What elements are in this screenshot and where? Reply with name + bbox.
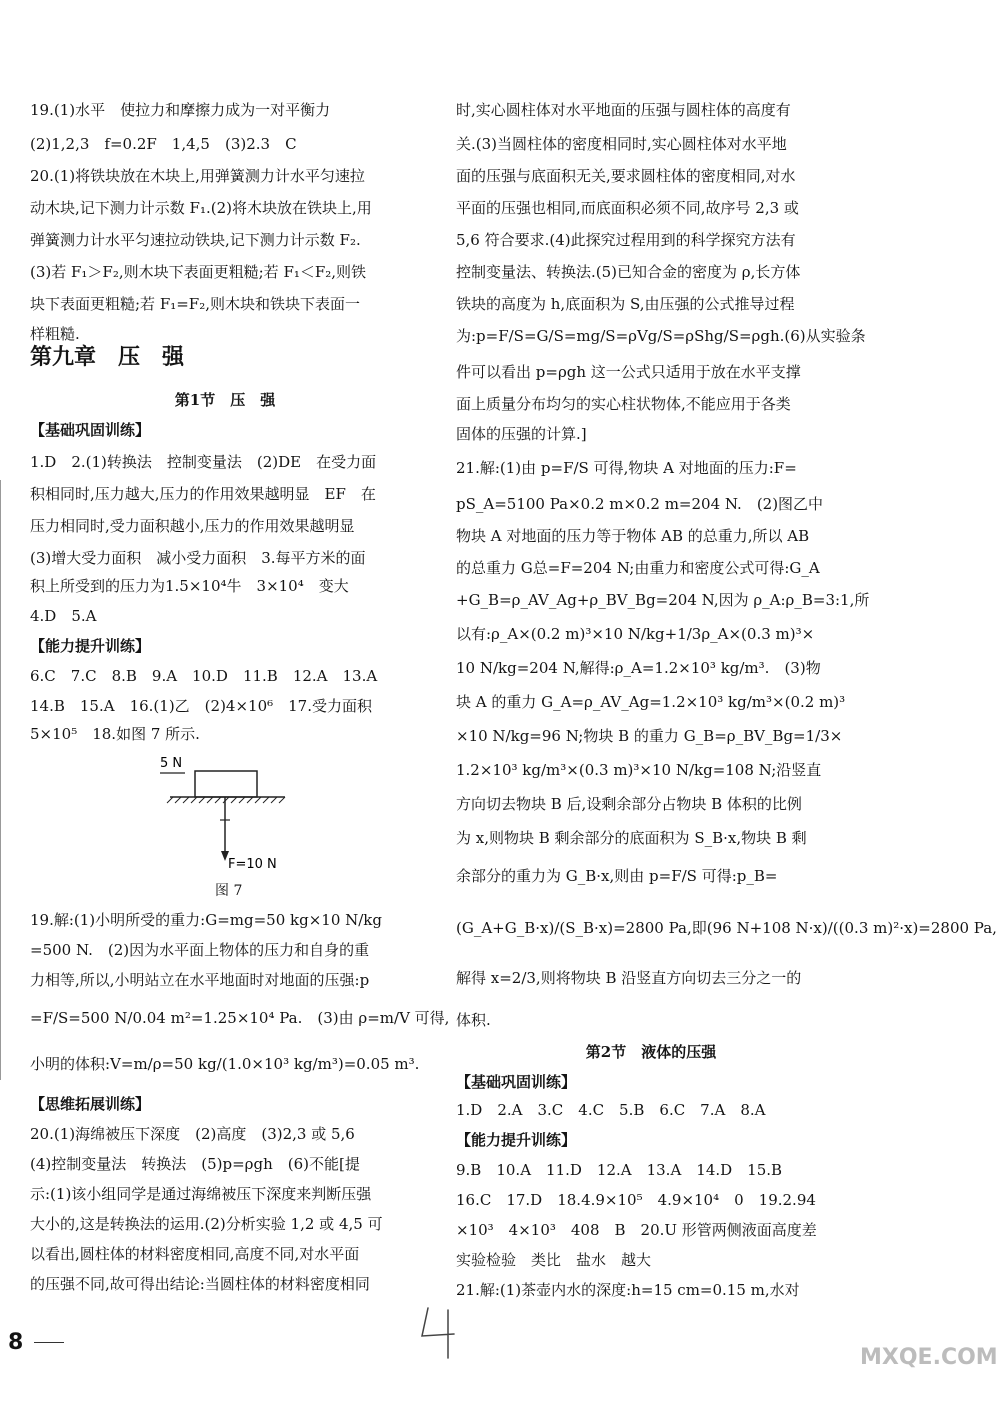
text-line: (3)增大受力面积 减小受力面积 3.每平方米的面 <box>30 549 366 567</box>
text-line: 以看出,圆柱体的材料密度相同,高度不同,对水平面 <box>30 1245 360 1263</box>
text-line: 为 x,则物块 B 剩余部分的底面积为 S_B·x,物块 B 剩 <box>456 829 807 847</box>
subsection-heading: 【能力提升训练】 <box>30 637 151 655</box>
watermark-logo: MXQE.COM <box>860 1345 998 1370</box>
text-line: 余部分的重力为 G_B·x,则由 p=F/S 可得:p_B= <box>456 867 778 885</box>
subsection-heading: 【能力提升训练】 <box>456 1131 577 1149</box>
text-line: 的总重力 G总=F=204 N;由重力和密度公式可得:G_A <box>456 559 820 577</box>
page-number-rule <box>34 1342 64 1343</box>
text-line: 积上所受到的压力为1.5×10⁴牛 3×10⁴ 变大 <box>30 577 349 595</box>
text-line: 件可以看出 p=ρgh 这一公式只适用于放在水平支撑 <box>456 363 801 381</box>
text-line: 21.解:(1)由 p=F/S 可得,物块 A 对地面的压力:F= <box>456 459 797 477</box>
text-line: 方向切去物块 B 后,设剩余部分占物块 B 体积的比例 <box>456 795 802 813</box>
text-line: 5,6 符合要求.(4)此探究过程用到的科学探究方法有 <box>456 231 796 249</box>
subsection-heading: 【思维拓展训练】 <box>30 1095 151 1113</box>
text-line: =F/S=500 N/0.04 m²=1.25×10⁴ Pa. (3)由 ρ=m/V 可得, <box>30 1009 450 1027</box>
force-diagram <box>160 755 315 895</box>
text-line: (4)控制变量法 转换法 (5)p=ρgh (6)不能[提 <box>30 1155 360 1173</box>
text-line: 面上质量分布均匀的实心柱状物体,不能应用于各类 <box>456 395 791 413</box>
text-line: =500 N. (2)因为水平面上物体的压力和自身的重 <box>30 941 370 959</box>
text-line: 力相等,所以,小明站立在水平地面时对地面的压强:p <box>30 971 370 989</box>
text-line: 以有:ρ_A×(0.2 m)³×10 N/kg+1/3ρ_A×(0.3 m)³× <box>456 625 815 643</box>
text-line: 体积. <box>456 1011 491 1029</box>
text-line: 9.B 10.A 11.D 12.A 13.A 14.D 15.B <box>456 1161 783 1179</box>
text-line: 示:(1)该小组同学是通过海绵被压下深度来判断压强 <box>30 1185 372 1203</box>
block <box>195 771 257 797</box>
text-line: 21.解:(1)茶壶内水的深度:h=15 cm=0.15 m,水对 <box>456 1281 800 1299</box>
text-line: 1.D 2.A 3.C 4.C 5.B 6.C 7.A 8.A <box>456 1101 766 1119</box>
text-line: 物块 A 对地面的压力等于物体 AB 的总重力,所以 AB <box>456 527 810 545</box>
ground-hatching <box>167 797 285 803</box>
text-line: 控制变量法、转换法.(5)已知合金的密度为 ρ,长方体 <box>456 263 801 281</box>
text-line: 解得 x=2/3,则将物块 B 沿竖直方向切去三分之一的 <box>456 969 802 987</box>
text-line: 大小的,这是转换法的运用.(2)分析实验 1,2 或 4,5 可 <box>30 1215 383 1233</box>
text-line: 小明的体积:V=m/ρ=50 kg/(1.0×10³ kg/m³)=0.05 m³. <box>30 1055 420 1073</box>
text-line: 5×10⁵ 18.如图 7 所示. <box>30 725 200 743</box>
text-line: 19.(1)水平 使拉力和摩擦力成为一对平衡力 <box>30 101 331 119</box>
text-line: 为:p=F/S=G/S=mg/S=ρVg/S=ρShg/S=ρgh.(6)从实验条 <box>456 327 866 345</box>
text-line: 平面的压强也相同,而底面积必须不同,故序号 2,3 或 <box>456 199 799 217</box>
text-line: 20.(1)将铁块放在木块上,用弹簧测力计水平匀速拉 <box>30 167 365 185</box>
force-scale-label: 5 N <box>160 756 183 771</box>
text-line: 动木块,记下测力计示数 F₁.(2)将木块放在铁块上,用 <box>30 199 372 217</box>
section-title: 第2节 液体的压强 <box>585 1043 717 1061</box>
text-line: 弹簧测力计水平匀速拉动铁块,记下测力计示数 F₂. <box>30 231 361 249</box>
text-line: 固体的压强的计算.] <box>456 425 587 443</box>
text-line: 6.C 7.C 8.B 9.A 10.D 11.B 12.A 13.A <box>30 667 378 685</box>
text-line: 铁块的高度为 h,底面积为 S,由压强的公式推导过程 <box>456 295 795 313</box>
text-line: (2)1,2,3 f=0.2F 1,4,5 (3)2.3 C <box>30 135 297 153</box>
figure-caption: 图 7 <box>215 883 243 899</box>
chapter-title: 第九章 压 强 <box>30 345 185 370</box>
text-line: ×10 N/kg=96 N;物块 B 的重力 G_B=ρ_BV_Bg=1/3× <box>456 727 843 745</box>
binding-edge <box>0 480 4 1080</box>
text-line: 14.B 15.A 16.(1)乙 (2)4×10⁶ 17.受力面积 <box>30 697 372 715</box>
handwritten-mark <box>420 1300 470 1360</box>
text-line: 积相同时,压力越大,压力的作用效果越明显 EF 在 <box>30 485 376 503</box>
subsection-heading: 【基础巩固训练】 <box>30 421 151 439</box>
text-line: (3)若 F₁＞F₂,则木块下表面更粗糙;若 F₁＜F₂,则铁 <box>30 263 367 281</box>
text-line: (G_A+G_B·x)/(S_B·x)=2800 Pa,即(96 N+108 N·x)/((0.3 m)²·x)=2800 Pa, <box>456 919 997 937</box>
text-line: 20.(1)海绵被压下深度 (2)高度 (3)2,3 或 5,6 <box>30 1125 355 1143</box>
text-line: 时,实心圆柱体对水平地面的压强与圆柱体的高度有 <box>456 101 791 119</box>
text-line: ×10³ 4×10³ 408 B 20.U 形管两侧液面高度差 <box>456 1221 817 1239</box>
text-line: 4.D 5.A <box>30 607 97 625</box>
text-line: 压力相同时,受力面积越小,压力的作用效果越明显 <box>30 517 355 535</box>
text-line: 关.(3)当圆柱体的密度相同时,实心圆柱体对水平地 <box>456 135 787 153</box>
text-line: 1.D 2.(1)转换法 控制变量法 (2)DE 在受力面 <box>30 453 377 471</box>
force-label: F=10 N <box>228 857 277 872</box>
text-line: 16.C 17.D 18.4.9×10⁵ 4.9×10⁴ 0 19.2.94 <box>456 1191 816 1209</box>
text-line: 块下表面更粗糙;若 F₁=F₂,则木块和铁块下表面一 <box>30 295 361 313</box>
text-line: 19.解:(1)小明所受的重力:G=mg=50 kg×10 N/kg <box>30 911 382 929</box>
text-line: 的压强不同,故可得出结论:当圆柱体的材料密度相同 <box>30 1275 370 1293</box>
text-line: pS_A=5100 Pa×0.2 m×0.2 m=204 N. (2)图乙中 <box>456 495 824 513</box>
page-number: 8 <box>8 1330 24 1355</box>
text-line: +G_B=ρ_AV_Ag+ρ_BV_Bg=204 N,因为 ρ_A:ρ_B=3:1,所 <box>456 591 870 609</box>
section-title: 第1节 压 强 <box>174 391 276 409</box>
text-line: 1.2×10³ kg/m³×(0.3 m)³×10 N/kg=108 N;沿竖直 <box>456 761 822 779</box>
text-line: 块 A 的重力 G_A=ρ_AV_Ag=1.2×10³ kg/m³×(0.2 m)³ <box>456 693 846 711</box>
text-line: 样粗糙. <box>30 325 80 343</box>
text-line: 面的压强与底面积无关,要求圆柱体的密度相同,对水 <box>456 167 796 185</box>
text-line: 实验检验 类比 盐水 越大 <box>456 1251 652 1269</box>
text-line: 10 N/kg=204 N,解得:ρ_A=1.2×10³ kg/m³. (3)物 <box>456 659 821 677</box>
subsection-heading: 【基础巩固训练】 <box>456 1073 577 1091</box>
